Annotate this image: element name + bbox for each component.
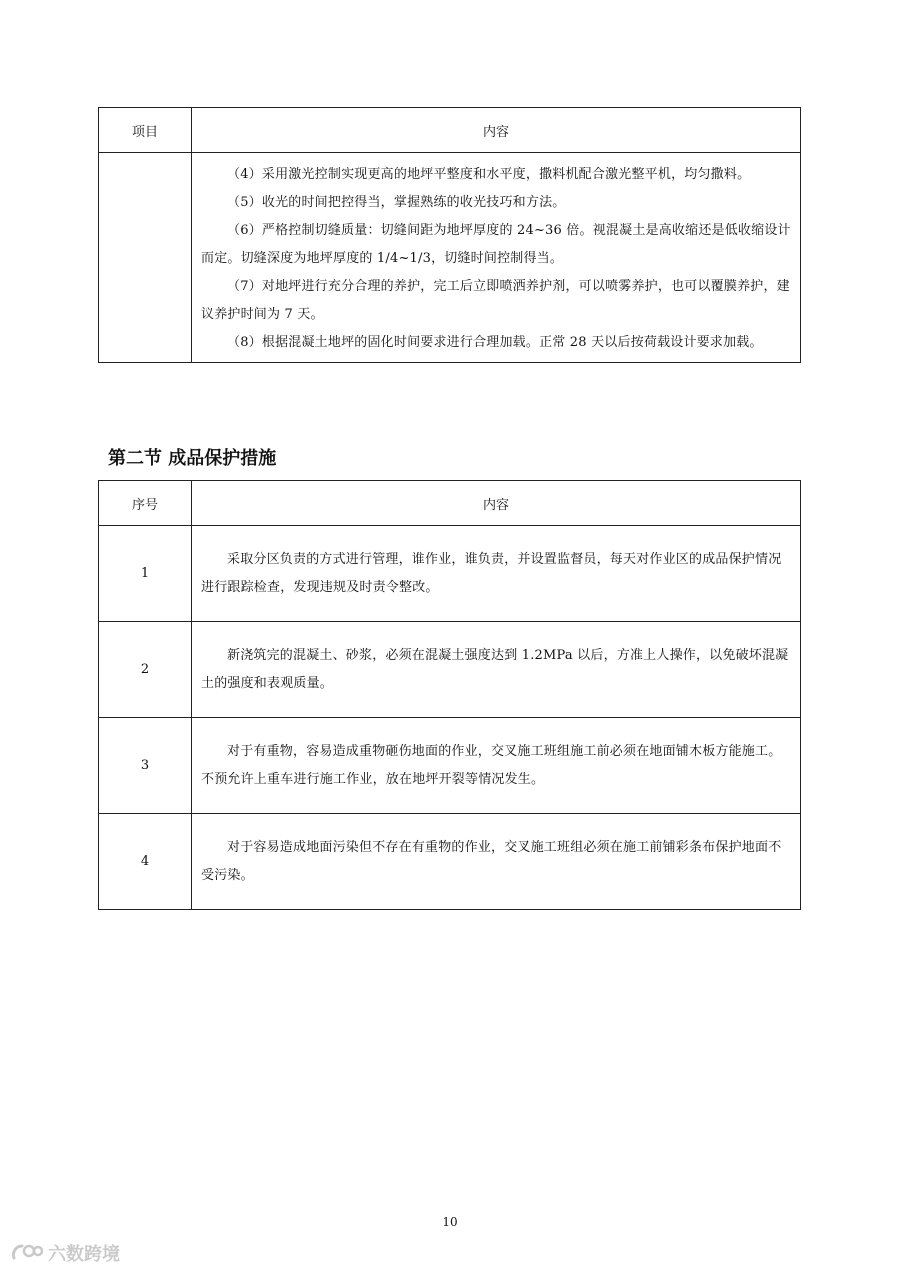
paragraph: （5）收光的时间把控得当，掌握熟练的收光技巧和方法。 [227, 195, 566, 210]
header-number: 序号 [99, 481, 192, 526]
row-number: 3 [99, 718, 192, 814]
paragraph: （8）根据混凝土地坪的固化时间要求进行合理加载。正常 28 天以后按荷载设计要求加载。 [227, 335, 763, 350]
row-content [192, 814, 801, 910]
paragraph: （7）对地坪进行充分合理的养护，完工后立即喷洒养护剂，可以喷雾养护，也可以覆膜养护，建议养护时间为 7 天。 [201, 279, 790, 322]
row-number: 2 [99, 622, 192, 718]
row-content [192, 526, 801, 622]
table-header-row [99, 481, 801, 526]
table-row [99, 718, 801, 814]
watermark-logo-icon [10, 1242, 44, 1264]
table-header-row [99, 108, 801, 153]
table-row [99, 622, 801, 718]
watermark [10, 1240, 120, 1266]
empty-item-cell [99, 153, 192, 363]
table-row [99, 526, 801, 622]
section-title: 第二节 成品保护措施 [108, 448, 277, 469]
content-cell [192, 153, 801, 363]
header-item: 项目 [99, 108, 192, 153]
row-number: 4 [99, 814, 192, 910]
page-number: 10 [442, 1215, 458, 1229]
table-row [99, 814, 801, 910]
row-number: 1 [99, 526, 192, 622]
construction-measures-table [98, 107, 801, 363]
watermark-text: 六数跨境 [48, 1244, 120, 1265]
row-content [192, 622, 801, 718]
header-content: 内容 [192, 108, 801, 153]
header-content: 内容 [192, 481, 801, 526]
paragraph: （4）采用激光控制实现更高的地坪平整度和水平度，撒料机配合激光整平机，均匀撒料。 [227, 167, 751, 182]
table-row [99, 153, 801, 363]
row-text: 新浇筑完的混凝土、砂浆，必须在混凝土强度达到 1.2MPa 以后，方准上人操作，以免破坏混凝土的强度和表观质量。 [201, 647, 789, 691]
paragraph: （6）严格控制切缝质量：切缝间距为地坪厚度的 24~36 倍。视混凝土是高收缩还是低收缩设计而定。切缝深度为地坪厚度的 1/4~1/3，切缝时间控制得当。 [201, 223, 791, 266]
product-protection-table [98, 480, 801, 910]
row-text: 对于有重物，容易造成重物砸伤地面的作业，交叉施工班组施工前必须在地面铺木板方能施工。不预允许上重车进行施工作业，放在地坪开裂等情况发生。 [201, 743, 782, 787]
row-text: 采取分区负责的方式进行管理，谁作业，谁负责，并设置监督员，每天对作业区的成品保护情况进行跟踪检查，发现违规及时责令整改。 [201, 551, 782, 595]
row-content [192, 718, 801, 814]
row-text: 对于容易造成地面污染但不存在有重物的作业，交叉施工班组必须在施工前铺彩条布保护地面不受污染。 [201, 839, 782, 883]
